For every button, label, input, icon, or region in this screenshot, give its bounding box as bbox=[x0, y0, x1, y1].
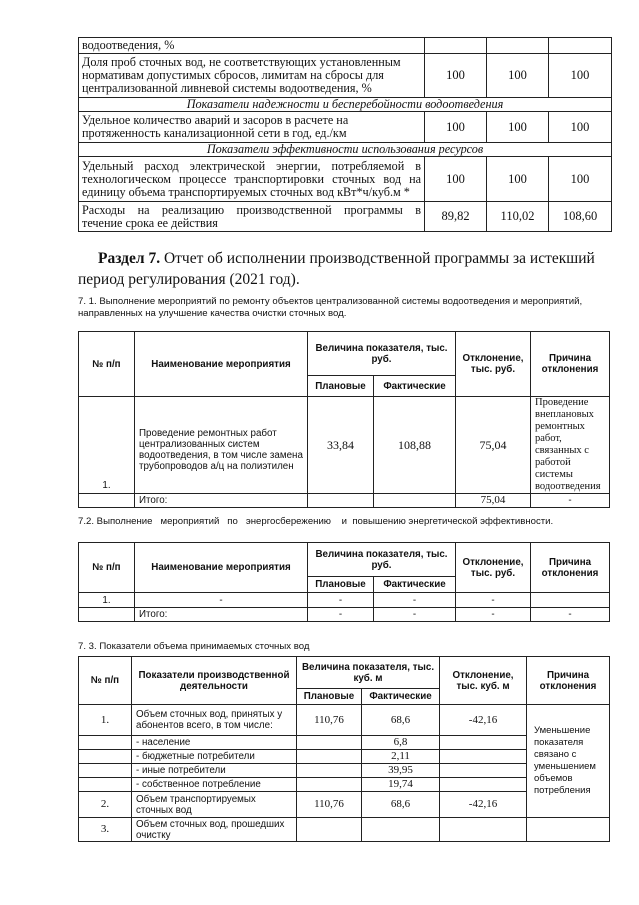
empty-cell bbox=[440, 818, 527, 842]
indicator-name: Объем сточных вод, принятых у абонентов всего, в том числе: bbox=[132, 705, 297, 736]
empty-cell bbox=[79, 750, 132, 764]
table-row bbox=[79, 593, 610, 608]
indicator-name bbox=[79, 202, 425, 232]
empty-cell bbox=[79, 608, 135, 622]
col-header-plan: Плановые bbox=[308, 376, 374, 397]
fact-value: 68,6 bbox=[362, 792, 440, 818]
table-total-row bbox=[79, 608, 610, 622]
empty-cell bbox=[297, 764, 362, 778]
empty-cell bbox=[440, 778, 527, 792]
col-header-plan: Плановые bbox=[308, 577, 374, 593]
table-row bbox=[79, 202, 612, 232]
indicator-value: 100 bbox=[487, 54, 549, 98]
indicator-value: 100 bbox=[487, 157, 549, 202]
indicator-value: 100 bbox=[549, 157, 612, 202]
indicator-value: 100 bbox=[549, 112, 612, 143]
row-number: 3. bbox=[79, 818, 132, 842]
indicator-name-part: Удельный расход электрической энергии, потребляемой в технологическом процессе транспортировки сточных вод на bbox=[82, 158, 421, 186]
indicator-value: 100 bbox=[487, 112, 549, 143]
indicator-value bbox=[487, 38, 549, 54]
col-header-deviation: Отклонение, тыс. руб. bbox=[456, 332, 531, 397]
total-reason: - bbox=[531, 608, 610, 622]
empty-cell bbox=[440, 736, 527, 750]
indicator-value: 89,82 bbox=[425, 202, 487, 232]
indicator-value: 100 bbox=[425, 112, 487, 143]
empty-cell bbox=[79, 778, 132, 792]
repair-measures-table bbox=[78, 331, 610, 508]
indicator-name: - население bbox=[132, 736, 297, 750]
fact-value: 108,88 bbox=[374, 397, 456, 494]
table-section-row bbox=[79, 143, 612, 157]
indicator-value bbox=[549, 38, 612, 54]
subsection-7-3-heading: 7. 3. Показатели объема принимаемых сточных вод bbox=[78, 641, 310, 652]
row-number: 1. bbox=[79, 593, 135, 608]
table-row bbox=[79, 705, 610, 736]
row-number: 2. bbox=[79, 792, 132, 818]
total-fact: - bbox=[374, 608, 456, 622]
empty-cell bbox=[374, 494, 456, 508]
col-header-value: Величина показателя, тыс. руб. bbox=[308, 332, 456, 376]
indicator-value: 110,02 bbox=[487, 202, 549, 232]
empty-cell bbox=[297, 750, 362, 764]
table-row bbox=[79, 112, 612, 143]
col-header-deviation: Отклонение, тыс. куб. м bbox=[440, 657, 527, 705]
table-row bbox=[79, 397, 610, 494]
empty-cell bbox=[362, 818, 440, 842]
table-header-row bbox=[79, 543, 610, 577]
indicator-name: Объем сточных вод, прошедших очистку bbox=[132, 818, 297, 842]
indicators-table bbox=[78, 37, 612, 232]
empty-cell bbox=[297, 778, 362, 792]
empty-cell bbox=[297, 818, 362, 842]
table-row bbox=[79, 157, 612, 202]
total-deviation: - bbox=[456, 608, 531, 622]
col-header-deviation: Отклонение, тыс. руб. bbox=[456, 543, 531, 593]
table-header-row bbox=[79, 332, 610, 376]
empty-cell bbox=[527, 818, 610, 842]
subsection-7-2-heading: 7.2. Выполнение мероприятий по энергосбережению и повышению энергетической эффективности. bbox=[78, 516, 554, 527]
indicator-name: водоотведения, % bbox=[79, 38, 425, 54]
fact-value: - bbox=[374, 593, 456, 608]
indicator-name: Объем транспортируемых сточных вод bbox=[132, 792, 297, 818]
col-header-fact: Фактические bbox=[374, 577, 456, 593]
fact-value: 39,95 bbox=[362, 764, 440, 778]
total-label: Итого: bbox=[135, 608, 308, 622]
deviation-reason: Проведение внеплановых ремонтных работ, связанных с работой системы водоотведения bbox=[531, 397, 610, 494]
empty-cell bbox=[79, 736, 132, 750]
total-label: Итого: bbox=[135, 494, 308, 508]
section-7-heading bbox=[78, 248, 598, 290]
indicator-name: - собственное потребление bbox=[132, 778, 297, 792]
fact-value: 68,6 bbox=[362, 705, 440, 736]
empty-cell bbox=[440, 764, 527, 778]
col-header-reason: Причина отклонения bbox=[531, 332, 610, 397]
section-title: Показатели эффективности использования ресурсов bbox=[79, 143, 612, 157]
empty-cell bbox=[308, 494, 374, 508]
table-section-row bbox=[79, 98, 612, 112]
indicator-name: - бюджетные потребители bbox=[132, 750, 297, 764]
indicator-name: Доля проб сточных вод, не соответствующих установленным нормативам допустимых сбросов, лимитам на сбросы для централизованной ливневой системы водоотведения, % bbox=[79, 54, 425, 98]
indicator-name-part: Расходы на реализацию производственной программы в bbox=[82, 202, 421, 217]
row-number: 1. bbox=[79, 397, 135, 494]
plan-value: 33,84 bbox=[308, 397, 374, 494]
col-header-value: Величина показателя, тыс. куб. м bbox=[297, 657, 440, 689]
fact-value: 19,74 bbox=[362, 778, 440, 792]
deviation-value: -42,16 bbox=[440, 792, 527, 818]
indicator-value: 100 bbox=[425, 54, 487, 98]
measure-name: - bbox=[135, 593, 308, 608]
section-title-text: Отчет об исполнении производственной программы за истекший период регулирования (2021 год). bbox=[78, 250, 595, 288]
col-header-fact: Фактические bbox=[374, 376, 456, 397]
col-header-plan: Плановые bbox=[297, 689, 362, 705]
col-header-num: № п/п bbox=[79, 332, 135, 397]
deviation-value: -42,16 bbox=[440, 705, 527, 736]
indicator-value bbox=[425, 38, 487, 54]
deviation-value: - bbox=[456, 593, 531, 608]
deviation-reason: Уменьшение показателя связано с уменьшением объемов потребления bbox=[527, 705, 610, 818]
measure-name: Проведение ремонтных работ централизованных систем водоотведения, в том числе замена трубопроводов а/ц на полиэтилен bbox=[135, 397, 308, 494]
empty-cell bbox=[440, 750, 527, 764]
indicator-value: 100 bbox=[425, 157, 487, 202]
plan-value: 110,76 bbox=[297, 705, 362, 736]
empty-cell bbox=[79, 764, 132, 778]
col-header-reason: Причина отклонения bbox=[531, 543, 610, 593]
table-total-row bbox=[79, 494, 610, 508]
plan-value: 110,76 bbox=[297, 792, 362, 818]
table-row bbox=[79, 818, 610, 842]
indicator-name-part: течение срока ее действия bbox=[82, 215, 218, 230]
col-header-reason: Причина отклонения bbox=[527, 657, 610, 705]
col-header-num: № п/п bbox=[79, 543, 135, 593]
empty-cell bbox=[297, 736, 362, 750]
table-header-row bbox=[79, 657, 610, 689]
col-header-name: Наименование мероприятия bbox=[135, 332, 308, 397]
empty-cell bbox=[531, 593, 610, 608]
energy-measures-table bbox=[78, 542, 610, 622]
indicator-name-part: единицу объема транспортируемых сточных вод кВт*ч/куб.м * bbox=[82, 184, 410, 199]
table-row bbox=[79, 54, 612, 98]
indicator-name: - иные потребители bbox=[132, 764, 297, 778]
total-deviation: 75,04 bbox=[456, 494, 531, 508]
col-header-num: № п/п bbox=[79, 657, 132, 705]
wastewater-volume-table bbox=[78, 656, 610, 842]
indicator-name: Удельное количество аварий и засоров в расчете на протяженность канализационной сети в год, ед./км bbox=[79, 112, 425, 143]
indicator-value: 108,60 bbox=[549, 202, 612, 232]
section-number: Раздел 7. bbox=[98, 250, 161, 267]
col-header-value: Величина показателя, тыс. руб. bbox=[308, 543, 456, 577]
total-reason: - bbox=[531, 494, 610, 508]
plan-value: - bbox=[308, 593, 374, 608]
col-header-name: Наименование мероприятия bbox=[135, 543, 308, 593]
indicator-value: 100 bbox=[549, 54, 612, 98]
table-row bbox=[79, 38, 612, 54]
empty-cell bbox=[79, 494, 135, 508]
col-header-name: Показатели производственной деятельности bbox=[132, 657, 297, 705]
section-title: Показатели надежности и бесперебойности водоотведения bbox=[79, 98, 612, 112]
deviation-value: 75,04 bbox=[456, 397, 531, 494]
row-number: 1. bbox=[79, 705, 132, 736]
fact-value: 2,11 bbox=[362, 750, 440, 764]
indicator-name bbox=[79, 157, 425, 202]
total-plan: - bbox=[308, 608, 374, 622]
col-header-fact: Фактические bbox=[362, 689, 440, 705]
subsection-7-1-heading: 7. 1. Выполнение мероприятий по ремонту объектов централизованной системы водоотведения и мероприятий, направленных на улучшение качества очистки сточных вод. bbox=[78, 296, 583, 319]
fact-value: 6,8 bbox=[362, 736, 440, 750]
